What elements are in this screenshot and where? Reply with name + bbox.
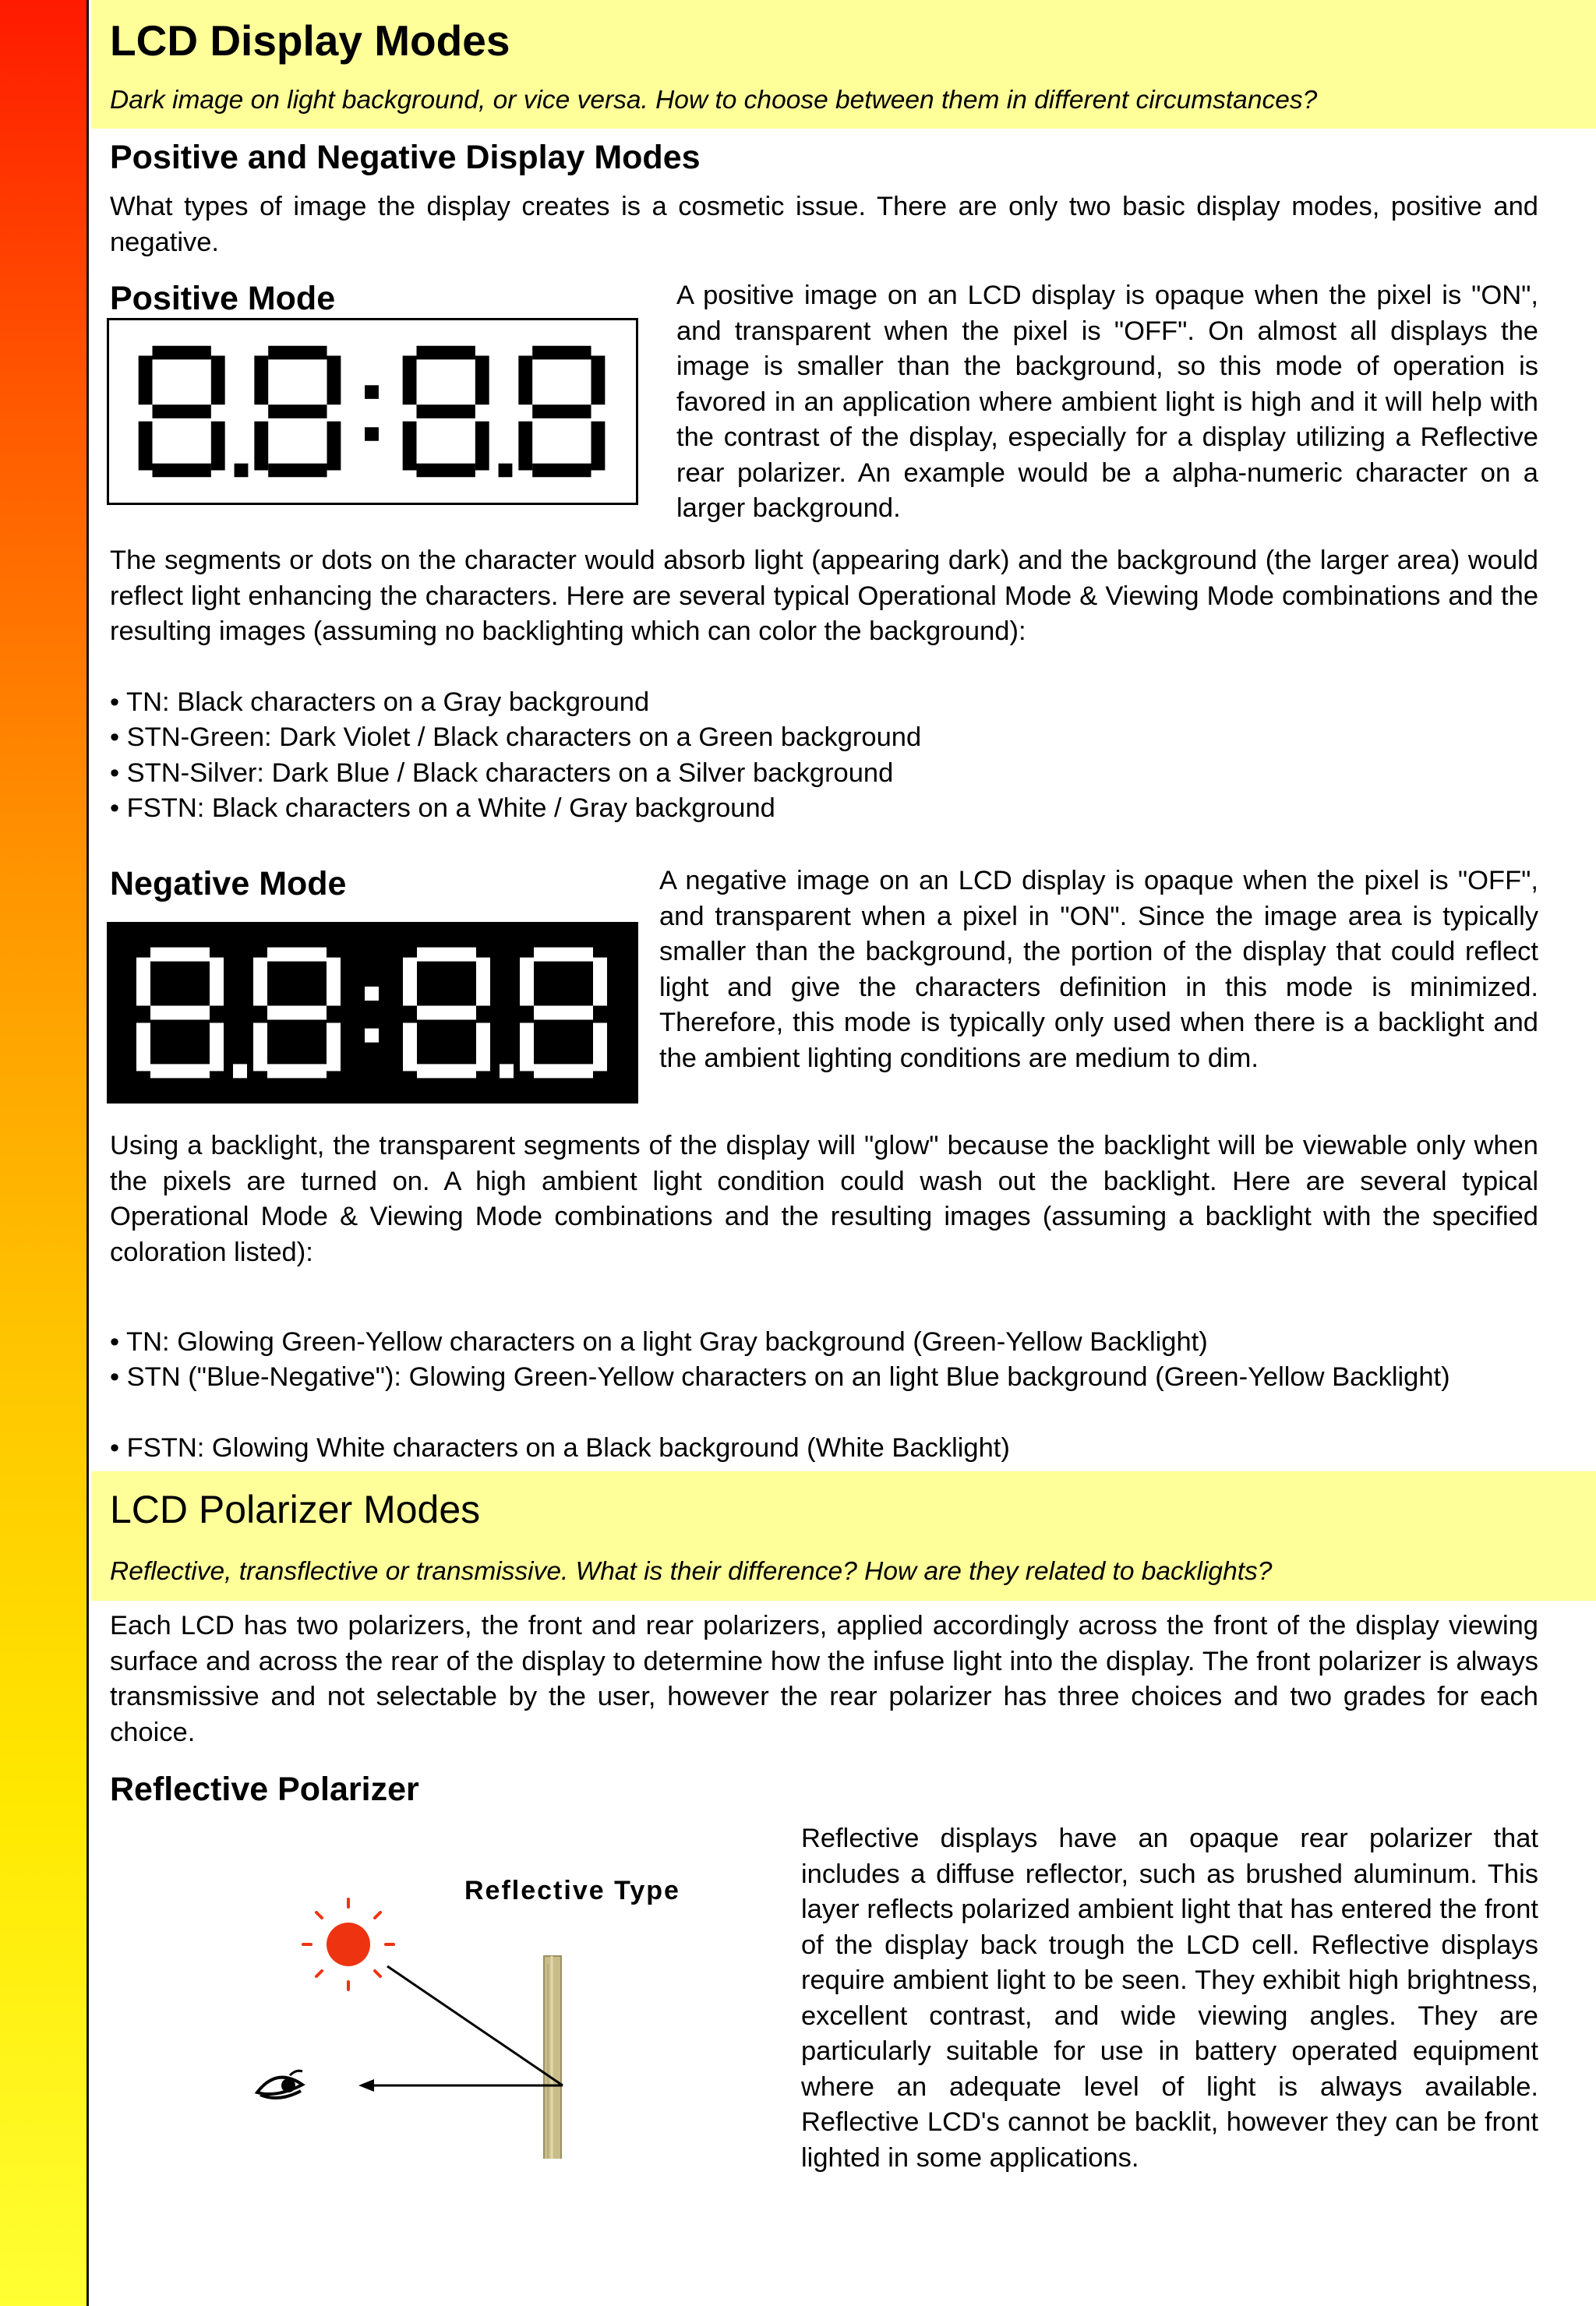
digit-segment (153, 346, 211, 360)
digit-segment (532, 404, 591, 418)
digit-segment (327, 958, 341, 1006)
digit-segment (253, 1023, 267, 1072)
reflective-type-illustration (234, 1855, 779, 2159)
digit-segment (139, 355, 153, 404)
digit-segment (520, 1023, 534, 1072)
list-item: • STN-Green: Dark Violet / Black characters on a Green background (110, 722, 922, 752)
digit-segment (476, 958, 490, 1006)
decimal-point (233, 1064, 247, 1078)
digit-segment (150, 1006, 210, 1020)
gradient-sidebar (0, 0, 89, 2306)
positive-mode-paragraph: The segments or dots on the character would absorb light (appearing dark) and the background (the larger area) would reflect light enhancing the characters. Here are several typical Operational Mode & Viewing Mode combinations and the resulting images (assuming no backlighting which can color the background): (110, 546, 1538, 646)
digit-segment (210, 1023, 224, 1072)
digit-segment (532, 464, 591, 478)
digit-segment (267, 1006, 327, 1020)
display-modes-heading: Positive and Negative Display Modes (110, 139, 701, 176)
list-item: • FSTN: Glowing White characters on a Black background (White Backlight) (110, 1433, 1010, 1463)
negative-mode-heading: Negative Mode (110, 865, 347, 902)
negative-mode-paragraph: Using a backlight, the transparent segments of the display will "glow" because the backlight will be viewable only when the pixels are turned on. A high ambient light condition could wash out the backlight. Here are several typical Operational Mode & Viewing Mode combinations and the resulting images (assuming a backlight with the specified coloration listed): (110, 1131, 1538, 1267)
digit-segment (153, 464, 211, 478)
arrow-left-icon (358, 2079, 563, 2092)
digit-segment (211, 422, 225, 471)
section-title: LCD Display Modes (110, 16, 510, 65)
digit-segment (476, 1023, 490, 1072)
digit-segment (139, 422, 153, 471)
digit-segment (150, 1064, 210, 1078)
incident-light-ray (387, 1966, 563, 2085)
display-modes-intro: What types of image the display creates is a cosmetic issue. There are only two basic display modes, positive and negative. (110, 192, 1538, 257)
sun-icon (303, 1899, 394, 1990)
figure-label: Reflective Type (464, 1876, 680, 1905)
digit-segment (268, 346, 327, 360)
section-title: LCD Polarizer Modes (110, 1488, 481, 1531)
digit-segment (268, 404, 327, 418)
digit-segment (416, 464, 475, 478)
digit-segment (210, 958, 224, 1006)
digit-segment (475, 355, 489, 404)
decimal-point (235, 464, 249, 478)
digit-segment (254, 422, 268, 471)
decimal-point (500, 1064, 514, 1078)
digit-segment (593, 1023, 607, 1072)
digit-segment (520, 958, 534, 1006)
list-item: • STN-Silver: Dark Blue / Black characters on a Silver background (110, 758, 894, 788)
negative-mode-description: A negative image on an LCD display is opaque when the pixel is "OFF", and transparent when a pixel in "ON". Since the image area is typically smaller than the background, the portion of the display that could reflect light and give the characters definition in this mode is minimized. Therefore, this mode is typically only used when there is a backlight and the ambient lighting conditions are medium to dim. (659, 866, 1538, 1073)
digit-segment (153, 404, 211, 418)
list-item: • FSTN: Black characters on a White / Gray background (110, 793, 775, 823)
digit-segment (591, 422, 606, 471)
digit-segment (327, 1023, 341, 1072)
digit-segment (327, 355, 341, 404)
digit-segment (403, 1023, 417, 1072)
digit-segment (150, 948, 210, 962)
digit-segment (211, 355, 225, 404)
list-item: • STN ("Blue-Negative"): Glowing Green-Yellow characters on an light Blue background (Green-Yellow Backlight) (110, 1362, 1450, 1392)
section-subtitle: Reflective, transflective or transmissive. What is their difference? How are they related to backlights? (110, 1557, 1273, 1586)
digit-segment (518, 355, 532, 404)
positive-lcd-display (107, 318, 638, 505)
colon-dot (365, 385, 379, 399)
digit-segment (417, 1006, 476, 1020)
digit-segment (475, 422, 489, 471)
section-subtitle: Dark image on light background, or vice versa. How to choose between them in different circumstances? (110, 86, 1318, 115)
list-item: • TN: Black characters on a Gray background (110, 687, 650, 717)
digit-segment (593, 958, 607, 1006)
digit-segment (534, 948, 593, 962)
digit-segment (532, 346, 591, 360)
positive-mode-description: A positive image on an LCD display is opaque when the pixel is "ON", and transparent when the pixel is "OFF". On almost all displays the image is smaller than the background, so this mode of operation is favored in an application where ambient light is high and it will help with the contrast of the display, especially for a display utilizing a Reflective rear polarizer. An example would be a alpha-numeric character on a larger background. (676, 281, 1538, 523)
digit-segment (534, 1064, 593, 1078)
list-item: • TN: Glowing Green-Yellow characters on a light Gray background (Green-Yellow Backlight) (110, 1327, 1208, 1357)
digit-segment (254, 355, 268, 404)
reflective-description: Reflective displays have an opaque rear polarizer that includes a diffuse reflector, such as brushed aluminum. This layer reflects polarized ambient light that has entered the front of the display back trough the LCD cell. Reflective displays require ambient light to be seen. They exhibit high brightness, excellent contrast, and wide viewing angles. They are particularly suitable for use in battery operated equipment where an adequate level of light is always available. Reflective LCD's cannot be backlit, however they can be front lighted in some applications. (801, 1824, 1538, 2173)
digit-segment (403, 355, 417, 404)
colon-dot (365, 427, 379, 441)
polarizer-intro: Each LCD has two polarizers, the front and rear polarizers, applied accordingly across the front of the display viewing surface and across the rear of the display to determine how the infuse light into the display. The front polarizer is always transmissive and not selectable by the user, however the rear polarizer has three choices and two grades for each choice. (110, 1611, 1538, 1747)
digit-segment (327, 422, 341, 471)
digit-segment (417, 948, 476, 962)
positive-mode-heading: Positive Mode (110, 280, 336, 317)
digit-segment (136, 958, 150, 1006)
colon-dot (365, 987, 379, 1001)
digit-segment (518, 422, 532, 471)
digit-segment (136, 1023, 150, 1072)
digit-segment (403, 422, 417, 471)
digit-segment (403, 958, 417, 1006)
eye-icon (257, 2071, 302, 2098)
digit-segment (267, 948, 327, 962)
reflective-heading: Reflective Polarizer (110, 1771, 419, 1808)
digit-segment (534, 1006, 593, 1020)
digit-segment (417, 1064, 476, 1078)
digit-segment (416, 404, 475, 418)
reflector-panel (544, 1956, 561, 2159)
decimal-point (499, 464, 513, 478)
digit-segment (267, 1064, 327, 1078)
colon-dot (365, 1029, 379, 1043)
negative-lcd-display (107, 922, 638, 1104)
digit-segment (591, 355, 606, 404)
digit-segment (416, 346, 475, 360)
digit-segment (253, 958, 267, 1006)
digit-segment (268, 464, 327, 478)
